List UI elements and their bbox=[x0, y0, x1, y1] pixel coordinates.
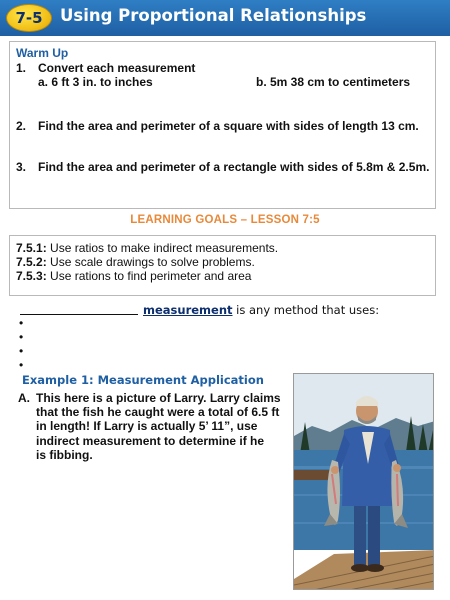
example-line: in length! If Larry is actually 5’ 11”, use bbox=[36, 419, 258, 434]
example-line: that the fish he caught were a total of 6.5 ft bbox=[36, 405, 280, 420]
warmup-item-1-text: Convert each measurement bbox=[38, 61, 196, 75]
goal-text: Use scale drawings to solve problems. bbox=[46, 255, 255, 269]
photo-person-leg-right bbox=[368, 504, 380, 566]
warmup-item-2-number: 2. bbox=[16, 119, 27, 133]
example-line: indirect measurement to determine if he bbox=[36, 433, 265, 448]
warmup-item-1a: a. 6 ft 3 in. to inches bbox=[38, 75, 153, 89]
definition-text: is any method that uses: bbox=[232, 303, 380, 317]
list-item bbox=[19, 330, 23, 344]
photo-person-leg-left bbox=[354, 504, 366, 566]
warmup-item-1b: b. 5m 38 cm to centimeters bbox=[256, 75, 411, 89]
example-line: is fibbing. bbox=[36, 447, 93, 462]
fill-in-blank bbox=[20, 314, 138, 315]
goal-code: 7.5.3: bbox=[16, 269, 47, 283]
header-bar bbox=[0, 0, 450, 36]
warmup-item-2 bbox=[16, 119, 419, 133]
example-line: This here is a picture of Larry. Larry claims bbox=[36, 391, 281, 405]
photo-log bbox=[294, 470, 334, 480]
fisherman-photo bbox=[293, 373, 434, 590]
example-body bbox=[36, 391, 294, 462]
list-item bbox=[19, 358, 23, 372]
definition-row bbox=[20, 303, 379, 317]
warmup-item-2-text: Find the area and perimeter of a square with sides of length 13 cm. bbox=[38, 119, 419, 133]
goal-item bbox=[16, 269, 435, 283]
definition-term: measurement bbox=[143, 303, 233, 317]
page-title: Using Proportional Relationships bbox=[60, 6, 367, 25]
list-item bbox=[19, 344, 23, 358]
goal-item bbox=[16, 241, 435, 255]
goal-code: 7.5.1: bbox=[16, 241, 47, 255]
learning-goals-heading: LEARNING GOALS – LESSON 7:5 bbox=[130, 214, 320, 226]
goal-code: 7.5.2: bbox=[16, 255, 47, 269]
example-label: A. bbox=[18, 391, 30, 405]
warmup-box bbox=[9, 41, 436, 209]
list-item bbox=[19, 316, 23, 330]
goal-item bbox=[16, 255, 435, 269]
blank-bullet-list bbox=[19, 316, 23, 372]
warmup-item-1-number: 1. bbox=[16, 61, 27, 75]
learning-goals-box bbox=[9, 235, 436, 296]
goal-text: Use ratios to make indirect measurements. bbox=[46, 241, 279, 255]
warmup-title: Warm Up bbox=[16, 46, 69, 60]
warmup-item-3 bbox=[16, 160, 429, 174]
goal-text: Use rations to find perimeter and area bbox=[46, 269, 252, 283]
warmup-item-3-text: Find the area and perimeter of a rectangle with sides of 5.8m & 2.5m. bbox=[38, 160, 430, 174]
warmup-item-1 bbox=[16, 61, 195, 75]
lesson-badge: 7-5 bbox=[6, 4, 52, 32]
example-heading: Example 1: Measurement Application bbox=[22, 373, 264, 387]
warmup-item-3-number: 3. bbox=[16, 160, 27, 174]
